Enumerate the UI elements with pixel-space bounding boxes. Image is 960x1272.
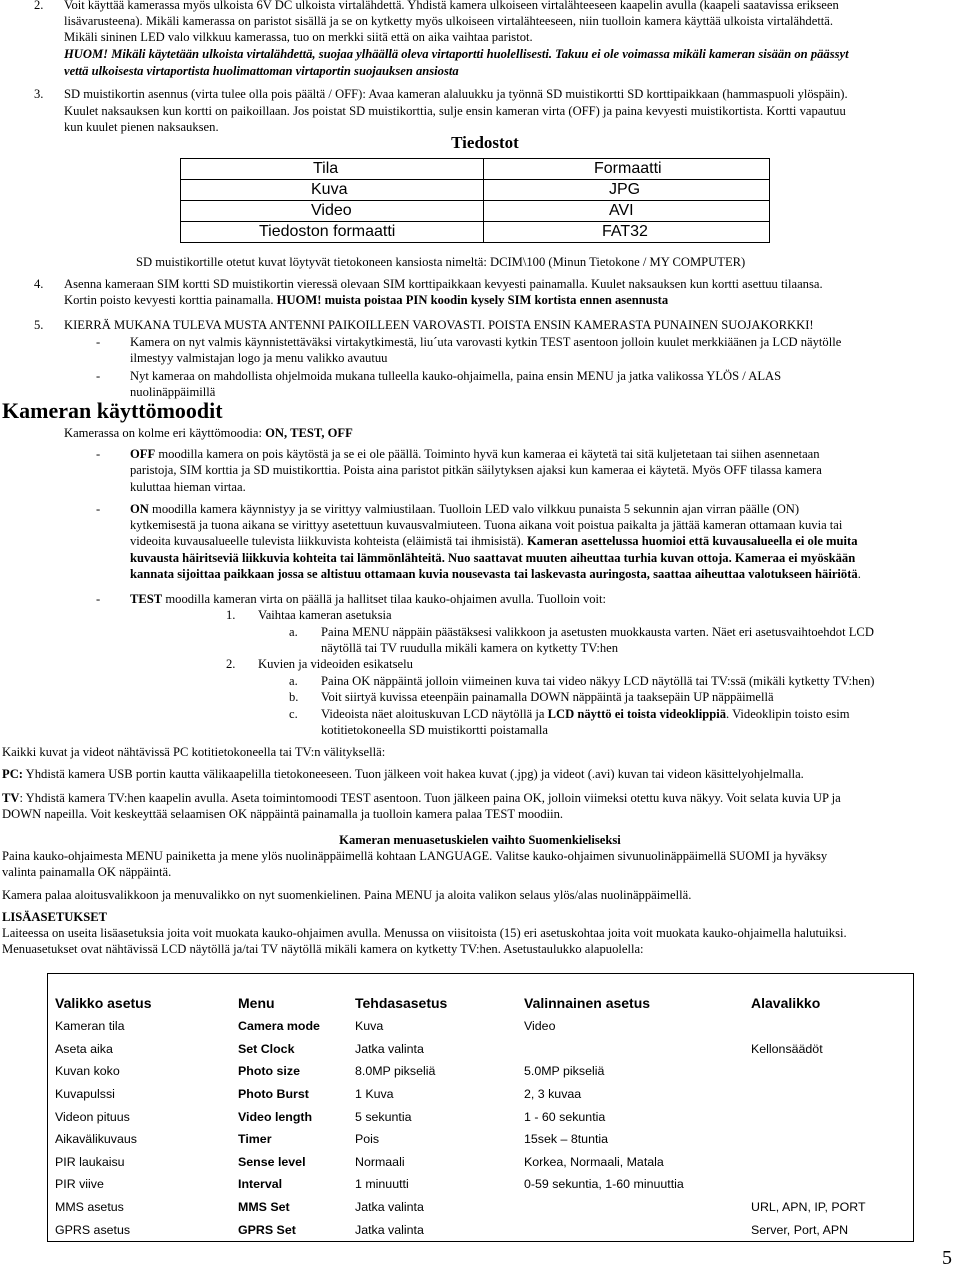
settings-cell: Pois bbox=[355, 1132, 380, 1147]
settings-cell: Timer bbox=[238, 1132, 272, 1147]
settings-header-row bbox=[48, 974, 914, 1016]
item-5-step-1-line-1: Kamera on nyt valmis käynnistettäväksi virtakytkimestä, liu´uta varovasti kytkin TEST asentoon jolloin kuulet merkkiäänen ja LCD näytölle bbox=[130, 335, 842, 349]
settings-cell bbox=[744, 1151, 914, 1174]
page-number: 5 bbox=[942, 1247, 952, 1269]
item-5-step-2-line-1: Nyt kameraa on mahdollista ohjelmoida mukana tulleella kauko-ohjaimella, paina ensin MENU ja jatka valikossa YLÖS / ALAS bbox=[130, 369, 782, 383]
item-5-step-1-line-2: ilmestyy valmistajan logo ja menu valikko avautuu bbox=[130, 351, 388, 365]
test-step-2c-letter: c. bbox=[289, 707, 298, 721]
mode-on-text: moodilla kamera käynnistyy ja se virittyy valmiustilaan. Tuolloin LED valo vilkkuu punaista 5 sekunnin ajan virran päälle (ON) bbox=[148, 502, 800, 516]
settings-cell: Jatka valinta bbox=[355, 1041, 424, 1056]
settings-cell: Aikavälikuvaus bbox=[48, 1128, 232, 1151]
test-step-2b: Voit siirtyä kuvissa eteenpäin painamalla DOWN näppäintä ja taaksepäin UP näppäimellä bbox=[321, 690, 774, 704]
settings-cell bbox=[517, 1038, 744, 1061]
item-2-warning-line-1: HUOM! Mikäli käytetään ulkoista virtalähdettä, suojaa ylhäällä oleva virtaportti huolellisesti. Takuu ei ole voimassa mikäli kameran sisään on päässyt bbox=[64, 47, 849, 61]
language-line-1: Paina kauko-ohjaimesta MENU painiketta ja mene ylös nuolinäppäimellä kohtaan LANGUAGE. Valitse kauko-ohjaimen sivunuolinäppäimellä SUOMI ja hyväksy bbox=[2, 849, 828, 863]
settings-cell: 0-59 sekuntia, 1-60 minuuttia bbox=[524, 1177, 684, 1192]
settings-row bbox=[48, 1128, 914, 1151]
files-cell: Tila bbox=[181, 159, 484, 180]
settings-header-cell: Alavalikko bbox=[744, 974, 914, 1016]
item-2-warning-line-2: vettä ulkoisesta virtaportista huolimattoman virtaportin suojauksen ansiosta bbox=[64, 64, 459, 78]
files-table bbox=[180, 158, 770, 243]
item-4-text: Kortin poisto kevyesti korttia painamalla. bbox=[64, 293, 277, 307]
extra-line-2: Menuasetukset ovat nähtävissä LCD näytöllä ja/tai TV näytöllä mikäli kamera on kytketty TV:hen. Asetustaulukko alapuolella: bbox=[2, 942, 644, 956]
files-cell: FAT32 bbox=[484, 222, 770, 243]
mode-off-line-2: paristoja, SIM korttia ja SD muistikorttia. Poista aina paristot pitkän säilytyksen ajaksi kun kameraa ei käytetä. Myös OFF tilassa kamera bbox=[130, 463, 822, 477]
files-cell: Video bbox=[181, 201, 484, 222]
test-step-2c-text: . Videoklipin toisto esim bbox=[726, 707, 850, 721]
settings-cell: Camera mode bbox=[238, 1019, 320, 1034]
settings-cell: URL, APN, IP, PORT bbox=[744, 1196, 914, 1219]
viewing-pc-text: Yhdistä kamera USB portin kautta välikaapelilla tietokoneeseen. Tuon jälkeen voit hakea kuvat (.jpg) ja videot (.avi) kuvan tai videon käsittelyohjelmalla. bbox=[22, 767, 804, 781]
settings-cell: Korkea, Normaali, Matala bbox=[524, 1154, 664, 1169]
settings-cell bbox=[744, 1015, 914, 1038]
modes-intro-text: Kamerassa on kolme eri käyttömoodia: bbox=[64, 426, 266, 440]
test-step-2c-line-1 bbox=[321, 706, 850, 722]
settings-cell: Video bbox=[524, 1019, 556, 1034]
settings-cell: MMS asetus bbox=[48, 1196, 232, 1219]
settings-cell: 5 sekuntia bbox=[355, 1109, 412, 1124]
test-step-1-number: 1. bbox=[226, 608, 236, 622]
bullet-dash: - bbox=[96, 447, 101, 461]
settings-cell: Jatka valinta bbox=[348, 1218, 517, 1241]
mode-off-text: moodilla kamera on pois käytöstä ja se ei ole päällä. Toiminto hyvä kun kameraa ei käytetä tai sitä kuljetetaan tai siihen asennetaan bbox=[155, 447, 820, 461]
modes-intro-list: ON, TEST, OFF bbox=[265, 426, 353, 440]
files-row bbox=[181, 180, 770, 201]
test-step-1a-letter: a. bbox=[289, 625, 298, 639]
bullet-dash: - bbox=[96, 592, 101, 606]
settings-row bbox=[48, 1015, 914, 1038]
bullet-dash: - bbox=[96, 502, 101, 516]
mode-test-text: moodilla kameran virta on päällä ja hallitset tilaa kauko-ohjaimen avulla. Tuolloin voit: bbox=[162, 592, 607, 606]
settings-cell bbox=[744, 1105, 914, 1128]
settings-row bbox=[48, 1038, 914, 1061]
mode-on-line-3 bbox=[130, 533, 950, 549]
files-cell: Formaatti bbox=[484, 159, 770, 180]
mode-off-line-1 bbox=[130, 446, 950, 462]
settings-row bbox=[48, 1173, 914, 1196]
files-cell: AVI bbox=[484, 201, 770, 222]
test-step-2a: Paina OK näppäintä jolloin viimeinen kuva tai video näkyy LCD näytöllä tai TV:ssä (mikäli kytketty TV:hen) bbox=[321, 674, 875, 688]
settings-cell bbox=[744, 1173, 914, 1196]
item-4-line-2 bbox=[64, 292, 952, 308]
mode-on-text: . bbox=[857, 567, 861, 581]
settings-table bbox=[47, 973, 914, 1242]
test-step-2-number: 2. bbox=[226, 657, 236, 671]
settings-row bbox=[48, 1083, 914, 1106]
item-2-number: 2. bbox=[34, 0, 44, 12]
extra-heading: LISÄASETUKSET bbox=[2, 910, 107, 924]
modes-heading: Kameran käyttömoodit bbox=[2, 398, 223, 423]
extra-line-1: Laiteessa on useita lisäasetuksia joita voit muokata kauko-ohjaimen avulla. Menussa on viisitoista (15) eri asetuskohtaa joita voit muokata kauko-ohjaimella halutuiksi. bbox=[2, 926, 847, 940]
item-3-line-1: SD muistikortin asennus (virta tulee olla pois päältä / OFF): Avaa kameran alaluukku ja työnnä SD muistikortti SD korttipaikkaan (hammaspuoli ylöspäin). bbox=[64, 87, 848, 101]
settings-cell bbox=[517, 1196, 744, 1219]
settings-cell: 8.0MP pikseliä bbox=[355, 1064, 436, 1079]
settings-cell: GPRS asetus bbox=[48, 1218, 232, 1241]
settings-cell: PIR viive bbox=[48, 1173, 232, 1196]
viewing-tv-line-2: DOWN napeilla. Voit keskeyttää selaamisen OK näppäintä painamalla ja tuolloin kamera palaa TEST moodiin. bbox=[2, 807, 564, 821]
test-step-2c-text: Videoista näet aloituskuvan LCD näytöllä ja bbox=[321, 707, 548, 721]
files-cell: JPG bbox=[484, 180, 770, 201]
modes-intro bbox=[64, 425, 353, 441]
settings-cell: Set Clock bbox=[238, 1041, 295, 1056]
settings-cell: Sense level bbox=[238, 1154, 306, 1169]
mode-test-line-1 bbox=[130, 591, 950, 607]
settings-header-cell: Valikko asetus bbox=[48, 974, 232, 1016]
viewing-tv-line-1 bbox=[2, 790, 841, 806]
mode-off-label: OFF bbox=[130, 447, 156, 461]
settings-cell: Aseta aika bbox=[48, 1038, 232, 1061]
settings-cell: Kuvapulssi bbox=[48, 1083, 232, 1106]
settings-cell: Jatka valinta bbox=[355, 1200, 424, 1215]
mode-on-text: videoita kuvausalueelle tulevista liikkuvista kohteista (eläimistä tai ihmisistä). bbox=[130, 534, 527, 548]
test-step-2b-letter: b. bbox=[289, 690, 299, 704]
mode-on-line-5 bbox=[130, 566, 950, 582]
files-row bbox=[181, 159, 770, 180]
language-heading: Kameran menuasetuskielen vaihto Suomenkieliseksi bbox=[339, 833, 621, 847]
language-line-3: Kamera palaa aloitusvalikkoon ja menuvalikko on nyt suomenkielinen. Paina MENU ja aloita valikon selaus ylös/alas nuolinäppäimellä. bbox=[2, 888, 692, 902]
settings-row bbox=[48, 1151, 914, 1174]
mode-off-line-3: kuluttaa hieman virtaa. bbox=[130, 480, 246, 494]
viewing-pc-label: PC: bbox=[2, 767, 23, 781]
files-cell: Tiedoston formaatti bbox=[181, 222, 484, 243]
mode-on-line-2: kytkemisestä ja tuona aikana se virittyy asetettuun kuvausvalmiuteen. Tuona aikana voit poistua paikalta ja jättää kameran ottamaan kuvia tai bbox=[130, 518, 843, 532]
test-step-1: Vaihtaa kameran asetuksia bbox=[258, 608, 392, 622]
settings-cell bbox=[744, 1083, 914, 1106]
item-3-line-2: Kuulet naksauksen kun kortti on paikoillaan. Jos poistat SD muistikorttia, sulje ensin kameran virta (OFF) ja paina kevyesti muistikortista. Kortti vapautuu bbox=[64, 104, 846, 118]
files-title: Tiedostot bbox=[451, 133, 519, 152]
settings-cell: Kuva bbox=[355, 1019, 384, 1034]
settings-header-cell: Menu bbox=[231, 974, 348, 1016]
test-step-2a-letter: a. bbox=[289, 674, 298, 688]
settings-cell: Normaali bbox=[355, 1154, 405, 1169]
settings-cell: Kameran tila bbox=[48, 1015, 232, 1038]
item-4-number: 4. bbox=[34, 277, 44, 291]
settings-cell: Photo Burst bbox=[238, 1087, 309, 1102]
mode-on-warning: kannata sijoittaa paikkaan jossa se altistuu ottamaan kuvia nousevasta tai laskevasta auringosta, saattaa aiheuttaa valotukseen häiriötä bbox=[130, 567, 858, 581]
settings-cell: 5.0MP pikseliä bbox=[524, 1064, 605, 1079]
item-2-line-3: Mikäli sininen LED valo vilkkuu kamerassa, tuo on merkki siitä että on aika vaihtaa paristot. bbox=[64, 30, 533, 44]
viewing-intro: Kaikki kuvat ja videot nähtävissä PC kotitietokoneella tai TV:n välityksellä: bbox=[2, 745, 386, 759]
mode-test-label: TEST bbox=[130, 592, 163, 606]
test-step-1a-line-2: näytöllä tai TV ruudulla mikäli kamera on kytketty TV:hen bbox=[321, 641, 619, 655]
settings-cell: 1 - 60 sekuntia bbox=[524, 1109, 606, 1124]
viewing-tv-label: TV bbox=[2, 791, 20, 805]
settings-cell: 15sek – 8tuntia bbox=[524, 1132, 609, 1147]
settings-cell: Video length bbox=[238, 1109, 313, 1124]
item-4-line-1: Asenna kameraan SIM kortti SD muistikortin vieressä olevaan SIM korttipaikkaan kevyesti painamalla. Kuulet naksauksen kun kortti asettuu tilaansa. bbox=[64, 277, 823, 291]
settings-cell: Kellonsäädöt bbox=[744, 1038, 914, 1061]
settings-cell: Videon pituus bbox=[48, 1105, 232, 1128]
item-2-line-1: Voit käyttää kamerassa myös ulkoista 6V DC ulkoista virtalähdettä. Yhdistä kamera ulkoiseen virtalähteeseen kaapelin avulla (kaapeli saatavissa erikseen bbox=[64, 0, 839, 12]
files-row bbox=[181, 222, 770, 243]
mode-on-line-1 bbox=[130, 501, 950, 517]
files-row bbox=[181, 201, 770, 222]
settings-cell: Photo size bbox=[238, 1064, 300, 1079]
settings-cell: 1 minuutti bbox=[355, 1177, 409, 1192]
mode-on-warning: Kameran asettelussa huomioi että kuvausalueella ei ole muita bbox=[526, 534, 858, 548]
settings-cell bbox=[517, 1218, 744, 1241]
settings-header-cell: Valinnainen asetus bbox=[517, 974, 744, 1016]
item-4-warning: HUOM! muista poistaa PIN koodin kysely SIM kortista ennen asennusta bbox=[276, 293, 669, 307]
viewing-pc bbox=[2, 766, 804, 782]
item-3-line-3: kun kuulet pienen naksauksen. bbox=[64, 120, 219, 134]
viewing-tv-text: : Yhdistä kamera TV:hen kaapelin avulla. Aseta toimintomoodi TEST asentoon. Tuon jälkeen paina OK, jolloin viimeksi otettu kuva näkyy. Voit selata kuvia UP ja bbox=[19, 791, 841, 805]
test-step-1a-line-1: Paina MENU näppäin päästäksesi valikkoon ja asetusten muokkausta varten. Näet eri asetusvaihtoehdot LCD bbox=[321, 625, 874, 639]
mode-on-line-4: kuvausta häiritseviä liikkuvia kohteita tai lämmönlähteitä. Nuo saattavat muuten aiheuttaa turhia kuvan ottoja. Kameraa ei myöskään bbox=[130, 551, 856, 565]
settings-cell: 2, 3 kuvaa bbox=[524, 1087, 582, 1102]
files-cell: Kuva bbox=[181, 180, 484, 201]
files-caption: SD muistikortille otetut kuvat löytyvät tietokoneen kansiosta nimeltä: DCIM\100 (Minun Tietokone / MY COMPUTER) bbox=[136, 255, 746, 269]
item-3-number: 3. bbox=[34, 87, 44, 101]
item-5-step-2-line-2: nuolinäppäimillä bbox=[130, 385, 216, 399]
settings-cell: Kuvan koko bbox=[48, 1060, 232, 1083]
settings-cell: MMS Set bbox=[238, 1200, 290, 1215]
mode-on-label: ON bbox=[130, 502, 149, 516]
settings-header-cell: Tehdasasetus bbox=[348, 974, 517, 1016]
settings-cell: Interval bbox=[238, 1177, 283, 1192]
language-line-2: valinta painamalla OK näppäintä. bbox=[2, 865, 172, 879]
bullet-dash: - bbox=[96, 369, 101, 383]
settings-row bbox=[48, 1105, 914, 1128]
item-5-line-1: KIERRÄ MUKANA TULEVA MUSTA ANTENNI PAIKOILLEEN VAROVASTI. POISTA ENSIN KAMERASTA PUNAINEN SUOJAKORKKI! bbox=[64, 318, 814, 332]
settings-cell: 1 Kuva bbox=[355, 1087, 394, 1102]
test-step-2: Kuvien ja videoiden esikatselu bbox=[258, 657, 413, 671]
settings-row bbox=[48, 1196, 914, 1219]
settings-cell bbox=[744, 1060, 914, 1083]
test-step-2c-bold: LCD näyttö ei toista videoklippiä bbox=[547, 707, 727, 721]
settings-cell: GPRS Set bbox=[231, 1218, 348, 1241]
settings-row bbox=[48, 1060, 914, 1083]
bullet-dash: - bbox=[96, 335, 101, 349]
settings-cell: Server, Port, APN bbox=[744, 1218, 914, 1241]
settings-row bbox=[48, 1218, 914, 1241]
settings-cell: PIR laukaisu bbox=[48, 1151, 232, 1174]
settings-cell bbox=[744, 1128, 914, 1151]
test-step-2c-line-2: kotitietokoneella SD muistikortti poistamalla bbox=[321, 723, 549, 737]
item-2-line-2: lisävarusteena). Mikäli kamerassa on paristot sisällä ja se on kytketty myös ulkoiseen virtalähteeseen, niin tuolloin kamera käyttää ulkoista virtalähdettä. bbox=[64, 14, 834, 28]
item-5-number: 5. bbox=[34, 318, 44, 332]
